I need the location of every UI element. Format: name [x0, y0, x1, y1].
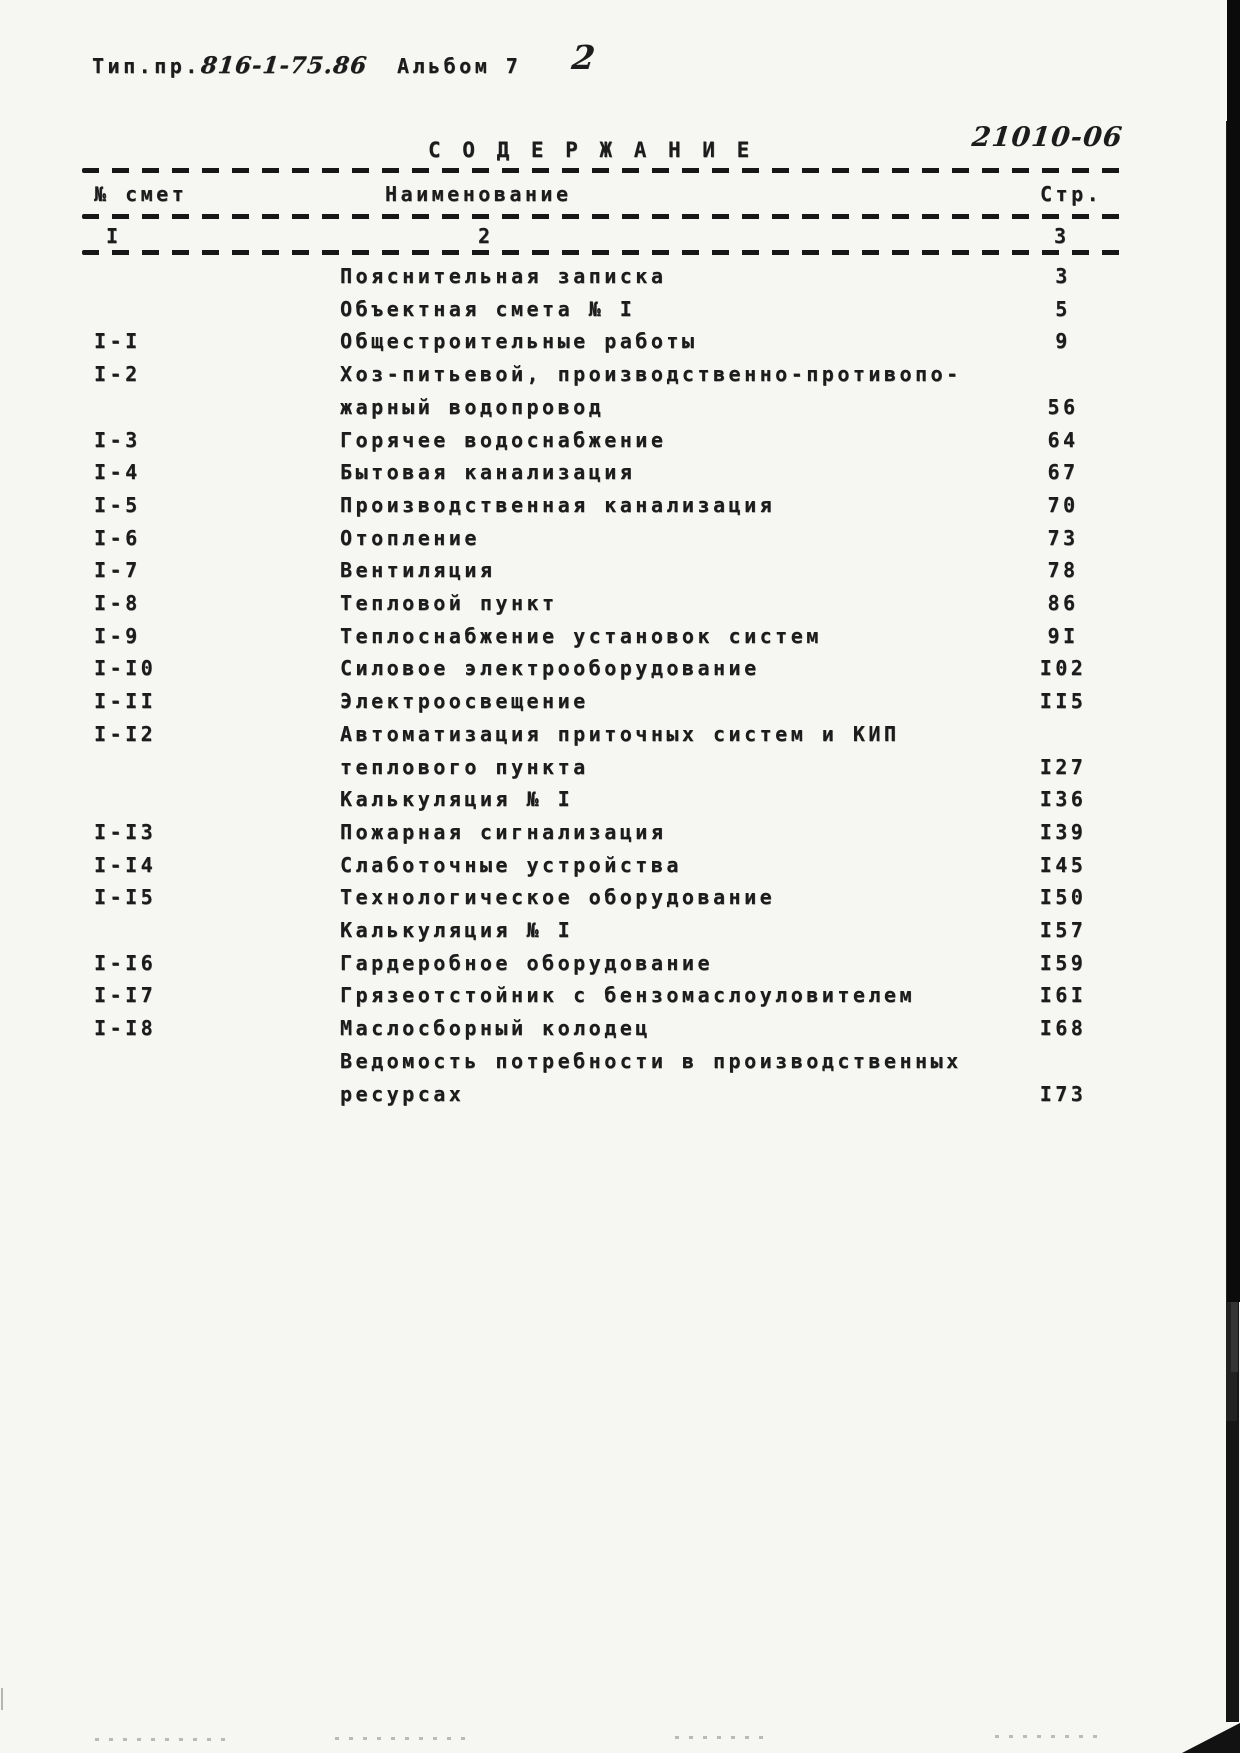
- toc-row-title: [340, 489, 1060, 522]
- toc-row-title-line: Автоматизация приточных систем и КИП: [340, 721, 900, 746]
- toc-row-page: 73: [1047, 525, 1079, 550]
- toc-row-title-line: Слаботочные устройства: [340, 852, 682, 877]
- scan-artifact-right-band: [1227, 0, 1240, 1302]
- toc-row-num: I-I0: [94, 656, 157, 681]
- toc-row-title: [340, 947, 1060, 980]
- scan-artifact-right-band-tail: [1231, 1302, 1238, 1372]
- toc-row-title-line: Вентиляция: [340, 558, 496, 583]
- toc-row-title-line: Теплоснабжение установок систем: [340, 623, 822, 648]
- toc-row-num: I-4: [94, 460, 141, 485]
- toc-row-title-line: Производственная канализация: [340, 492, 776, 517]
- toc-row-title: [340, 456, 1060, 489]
- toc-row-title-line: Отопление: [340, 525, 480, 550]
- page-title: С О Д Е Р Ж А Н И Е: [428, 138, 754, 162]
- toc-row-page: I45: [1039, 852, 1087, 877]
- toc-row-title: [340, 620, 1060, 653]
- toc-row: [82, 358, 1128, 423]
- toc-row-num: I-I5: [94, 885, 157, 910]
- toc-row-page: 64: [1047, 427, 1079, 452]
- toc-row-title-line: Общестроительные работы: [340, 329, 698, 354]
- toc-row-num: I-I6: [94, 950, 157, 975]
- toc-row-title-line: Силовое электрооборудование: [340, 656, 760, 681]
- toc-row-num: I-I: [94, 329, 141, 354]
- toc-row: [82, 522, 1128, 555]
- doc-reference: [92, 52, 367, 79]
- toc-row-title-line: теплового пункта: [340, 754, 589, 779]
- toc-row-title: [340, 260, 1060, 293]
- toc-row: [82, 456, 1128, 489]
- dashed-divider-top: [82, 168, 1128, 173]
- scan-noise: [995, 1735, 1105, 1738]
- album-label: Альбом 7: [397, 54, 522, 78]
- scan-artifact-edge-mark: [1, 1688, 3, 1710]
- scan-artifact-corner-blob: [1182, 1723, 1240, 1753]
- toc-row-title-line: Пояснительная записка: [340, 264, 667, 288]
- toc-row-title-line: Горячее водоснабжение: [340, 427, 667, 452]
- toc-row-page: 9: [1055, 329, 1071, 354]
- toc-row: [82, 914, 1128, 947]
- toc-row-title: [340, 914, 1060, 947]
- toc-row: [82, 718, 1128, 783]
- toc-row-page: I50: [1039, 885, 1087, 910]
- toc-row-title: [340, 522, 1060, 555]
- toc-row-title-line: Калькуляция № I: [340, 918, 574, 943]
- toc-rows: [82, 260, 1128, 1110]
- toc-row-title: [340, 881, 1060, 914]
- toc-row-num: I-6: [94, 525, 141, 550]
- toc-row-title-line: Бытовая канализация: [340, 460, 636, 485]
- toc-row-num: I-I8: [94, 1016, 157, 1041]
- toc-row-title: [340, 783, 1060, 816]
- toc-row: [82, 881, 1128, 914]
- scan-noise: [95, 1738, 225, 1741]
- toc-row-num: I-9: [94, 623, 141, 648]
- toc-row-page: I6I: [1039, 983, 1087, 1008]
- toc-row: [82, 293, 1128, 326]
- toc-row-title-line: Ведомость потребности в производственных: [340, 1048, 962, 1073]
- scan-noise: [675, 1736, 765, 1739]
- toc-row: [82, 587, 1128, 620]
- toc-row: [82, 652, 1128, 685]
- toc-row: [82, 947, 1128, 980]
- toc-row-page: I39: [1039, 819, 1087, 844]
- toc-row: [82, 849, 1128, 882]
- toc-row-page: 78: [1047, 558, 1079, 583]
- toc-row-title-line: Пожарная сигнализация: [340, 819, 667, 844]
- toc-row-num: I-8: [94, 591, 141, 616]
- toc-row-page: I36: [1039, 787, 1087, 812]
- toc-row-title-line: Объектная смета № I: [340, 296, 636, 321]
- toc-row-title-line: Калькуляция № I: [340, 787, 574, 812]
- toc-row-title: [340, 1045, 1060, 1110]
- toc-row-page: 9I: [1047, 623, 1079, 648]
- toc-row-page: 3: [1055, 264, 1071, 288]
- toc-row-title: [340, 358, 1060, 423]
- toc-row-title-line: жарный водопровод: [340, 394, 605, 419]
- toc-row-title: [340, 325, 1060, 358]
- stamp-number-handwritten: 21010-06: [970, 122, 1125, 153]
- toc-row-page: I02: [1039, 656, 1087, 681]
- toc-row-title: [340, 979, 1060, 1012]
- toc-row-num: I-2: [94, 362, 141, 387]
- toc-row: [82, 979, 1128, 1012]
- toc-row-title-line: Тепловой пункт: [340, 591, 558, 616]
- toc-row-num: I-3: [94, 427, 141, 452]
- toc-row-title: [340, 685, 1060, 718]
- toc-row: [82, 554, 1128, 587]
- column-index-name: 2: [478, 224, 494, 248]
- toc-row: [82, 424, 1128, 457]
- toc-row-title: [340, 293, 1060, 326]
- dashed-divider-middle: [82, 214, 1128, 219]
- toc-row-num: I-5: [94, 492, 141, 517]
- toc-row: [82, 685, 1128, 718]
- toc-row: [82, 260, 1128, 293]
- toc-row-title-line: Грязеотстойник с бензомаслоуловителем: [340, 983, 916, 1008]
- toc-row-title: [340, 816, 1060, 849]
- column-header-name: Наименование: [385, 182, 572, 206]
- toc-row: [82, 620, 1128, 653]
- toc-row-num: I-7: [94, 558, 141, 583]
- toc-row-title-line: Гардеробное оборудование: [340, 950, 713, 975]
- sheet-number-handwritten: 2: [569, 38, 599, 77]
- toc-row-title-line: Хоз-питьевой, производственно-противопо-: [340, 362, 962, 387]
- column-header-num: № смет: [94, 182, 188, 206]
- toc-row: [82, 489, 1128, 522]
- toc-row-page: 86: [1047, 591, 1079, 616]
- toc-row: [82, 1045, 1128, 1110]
- toc-row-page: 5: [1055, 296, 1071, 321]
- toc-row-page: 56: [1047, 394, 1079, 419]
- toc-row-title: [340, 424, 1060, 457]
- toc-row-page: II5: [1039, 689, 1087, 714]
- dashed-divider-bottom: [82, 250, 1128, 255]
- toc-row-page: 67: [1047, 460, 1079, 485]
- toc-row-title-line: ресурсах: [340, 1081, 465, 1106]
- toc-row-num: I-I2: [94, 721, 157, 746]
- toc-row-title-line: Электроосвещение: [340, 689, 589, 714]
- toc-row: [82, 325, 1128, 358]
- doc-reference-label: Тип.пр.: [92, 54, 201, 78]
- scan-noise: [335, 1737, 475, 1740]
- toc-row-title-line: Технологическое оборудование: [340, 885, 776, 910]
- toc-row: [82, 783, 1128, 816]
- toc-row: [82, 816, 1128, 849]
- toc-row-title: [340, 652, 1060, 685]
- toc-row-page: 70: [1047, 492, 1079, 517]
- toc-row-page: I73: [1039, 1081, 1087, 1106]
- toc-row-num: I-I4: [94, 852, 157, 877]
- toc-row-title: [340, 718, 1060, 783]
- toc-row-page: I59: [1039, 950, 1087, 975]
- toc-row-title: [340, 554, 1060, 587]
- column-index-page: 3: [1054, 224, 1070, 248]
- doc-reference-number-handwritten: 816-1-75.86: [199, 52, 369, 79]
- toc-row: [82, 1012, 1128, 1045]
- toc-row-page: I57: [1039, 918, 1087, 943]
- toc-row-page: I68: [1039, 1016, 1087, 1041]
- column-index-num: I: [106, 224, 122, 248]
- toc-row-num: I-I3: [94, 819, 157, 844]
- toc-row-title: [340, 587, 1060, 620]
- toc-row-title: [340, 1012, 1060, 1045]
- column-header-page: Стр.: [1040, 182, 1103, 206]
- toc-row-title: [340, 849, 1060, 882]
- toc-row-page: I27: [1039, 754, 1087, 779]
- toc-row-num: I-II: [94, 689, 157, 714]
- toc-row-title-line: Маслосборный колодец: [340, 1016, 651, 1041]
- toc-row-num: I-I7: [94, 983, 157, 1008]
